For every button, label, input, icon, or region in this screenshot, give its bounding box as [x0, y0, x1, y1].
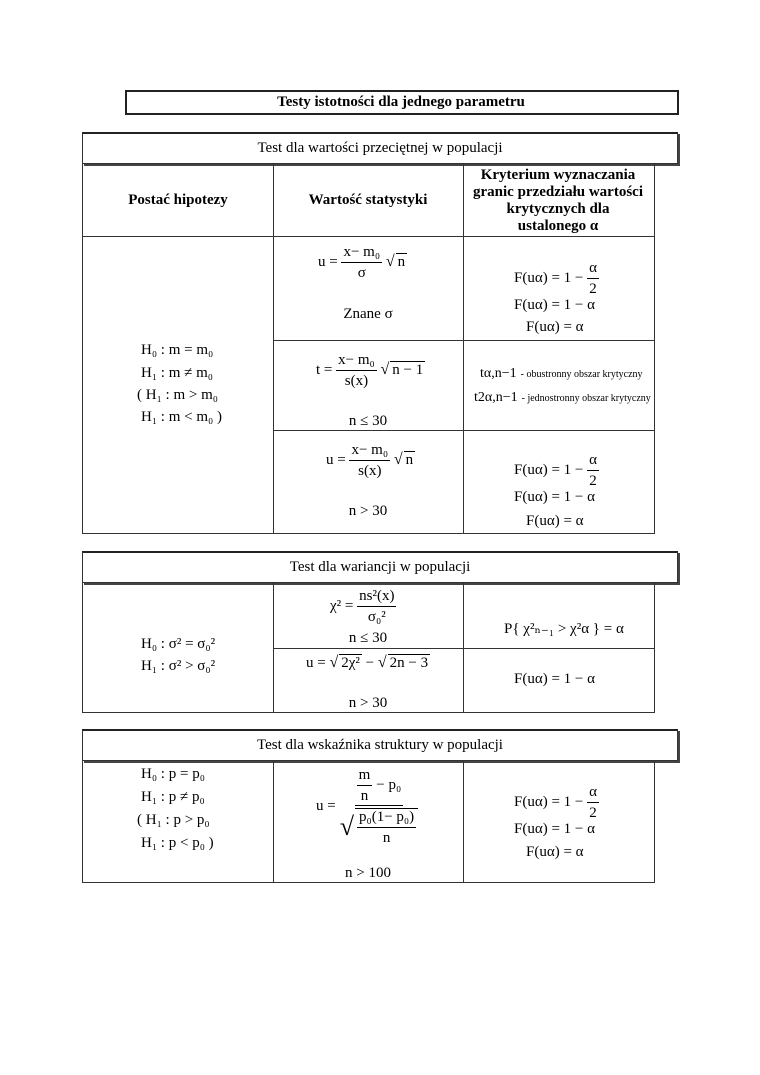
section-structure-title: Test dla wskaźnika struktury w populacji	[257, 737, 503, 753]
mean-condition-1: Znane σ	[343, 306, 393, 322]
structure-stat: u = $\frac{m}{n}$ − p₀ √ $\frac{\text{p₀(1− p₀)}}{n}$	[316, 767, 418, 846]
mean-condition-2: n ≤ 30	[348, 413, 388, 429]
mean-criterion-3b: F(uα) = 1 − α	[514, 489, 595, 505]
variance-criterion-1: P{ χ²ₙ₋₁ > χ²α } = α	[504, 621, 624, 637]
mean-criterion-2a: tα,n−1 - obustronny obszar krytyczny	[480, 366, 643, 381]
variance-stat-2: u = √ 2χ² − √ 2n − 3	[306, 654, 429, 671]
mean-criterion-3c: F(uα) = α	[526, 513, 584, 529]
section-variance-title: Test dla wariancji w populacji	[289, 559, 471, 575]
mean-stat-3: u = $\frac{\text{x− m₀}}{s(x)}$ √ n	[326, 442, 414, 479]
col-header-statistic: Wartość statystyki	[308, 192, 428, 208]
hypothesis-h0: H₀ : m = m₀	[141, 342, 214, 358]
variance-stat-1: χ² = $\frac{\text{ns²(x)}}{\text{σ₀²}}$	[330, 588, 395, 625]
mean-criterion-2b: t2α,n−1 - jednostronny obszar krytyczny	[474, 390, 651, 405]
mean-criterion-3a: F(uα) = 1 − $\frac{\alpha}{2}$	[514, 452, 597, 489]
structure-criterion-a: F(uα) = 1 − $\frac{\alpha}{2}$	[514, 784, 597, 821]
col-header-criterion-3: krytycznych dla	[506, 201, 610, 217]
hypothesis-h1-greater: ( H₁ : m > m₀	[137, 387, 218, 403]
structure-h1-less: H₁ : p < p₀ )	[141, 835, 214, 851]
col-header-hypothesis: Postać hipotezy	[128, 192, 228, 208]
mean-stat-2: t = $\frac{\text{x− m₀}}{s(x)}$ √ n − 1	[316, 352, 424, 389]
structure-h1-greater: ( H₁ : p > p₀	[137, 812, 210, 828]
variance-h0: H₀ : σ² = σ₀²	[141, 636, 216, 652]
hypothesis-h1-less: H₁ : m < m₀ )	[141, 409, 222, 425]
col-header-criterion-4: ustalonego α	[517, 218, 599, 234]
section-variance-header	[82, 551, 678, 583]
structure-condition: n > 100	[345, 865, 391, 881]
variance-condition-1: n ≤ 30	[348, 630, 388, 646]
mean-criterion-1b: F(uα) = 1 − α	[514, 297, 595, 313]
variance-condition-2: n > 30	[348, 695, 388, 711]
mean-criterion-1c: F(uα) = α	[526, 319, 584, 335]
col-header-criterion-1: Kryterium wyznaczania	[480, 167, 636, 183]
structure-h1-two-sided: H₁ : p ≠ p₀	[141, 789, 205, 805]
structure-criterion-b: F(uα) = 1 − α	[514, 821, 595, 837]
structure-h0: H₀ : p = p₀	[141, 766, 205, 782]
section-mean-header	[82, 132, 678, 164]
section-mean-title: Test dla wartości przeciętnej w populacji	[257, 140, 503, 156]
mean-condition-3: n > 30	[348, 503, 388, 519]
mean-stat-1: u = $\frac{\text{x− m₀}}{\sigma}$ √ n	[318, 244, 406, 281]
section-structure-header	[82, 729, 678, 761]
variance-criterion-2: F(uα) = 1 − α	[514, 671, 595, 687]
col-header-criterion-2: granic przedziału wartości	[473, 184, 643, 200]
variance-h1: H₁ : σ² > σ₀²	[141, 658, 216, 674]
structure-criterion-c: F(uα) = α	[526, 844, 584, 860]
mean-criterion-1a: F(uα) = 1 − $\frac{\alpha}{2}$	[514, 260, 597, 297]
hypothesis-h1-two-sided: H₁ : m ≠ m₀	[141, 365, 214, 381]
main-title: Testy istotności dla jednego parametru	[277, 94, 525, 110]
